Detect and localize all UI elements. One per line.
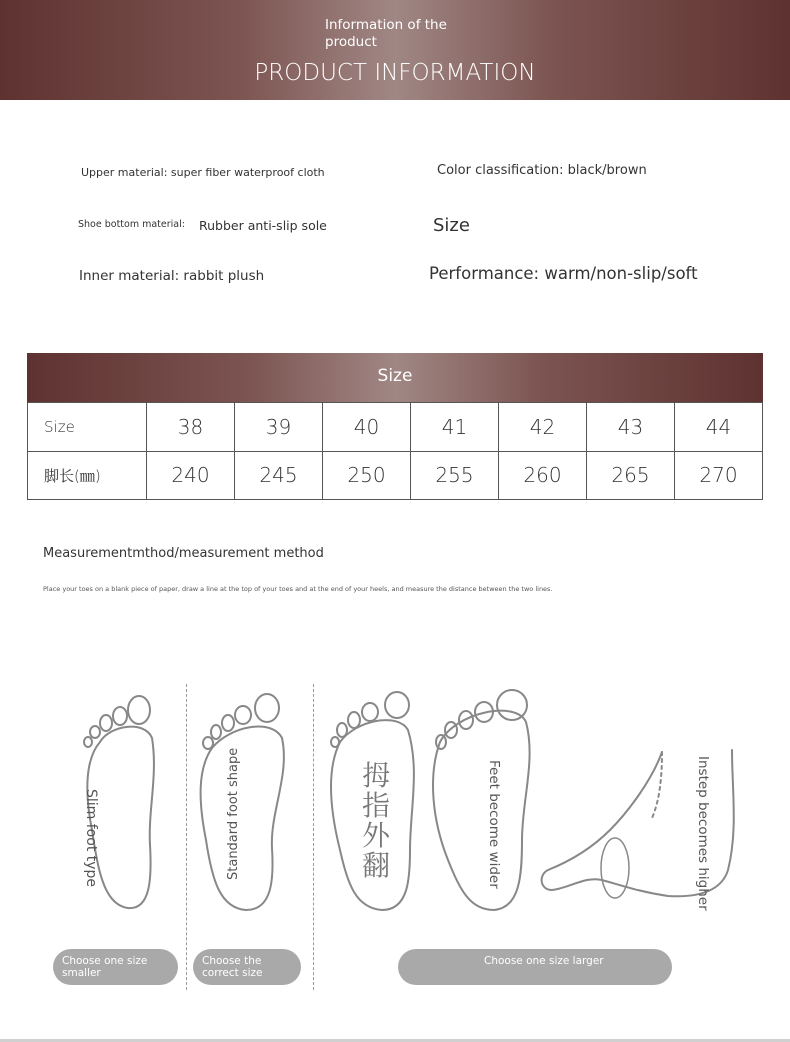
size-cell: 39 <box>235 403 323 452</box>
size-cell: 41 <box>411 403 499 452</box>
length-cell: 260 <box>499 451 587 500</box>
foot-illustrations <box>0 680 790 930</box>
choose-smaller-pill: Choose one size smaller <box>53 949 178 985</box>
method-title: Measurementmthod/measurement method <box>43 546 324 561</box>
size-table-heading: Size <box>27 353 763 403</box>
size-cell: 40 <box>323 403 411 452</box>
wide-foot-icon <box>433 690 530 910</box>
size-info-label: Size <box>433 215 470 236</box>
upper-material-text: Upper material: super fiber waterproof cloth <box>81 166 325 179</box>
inner-material-text: Inner material: rabbit plush <box>79 268 265 284</box>
performance-text: Performance: warm/non-slip/soft <box>429 264 698 283</box>
size-cell: 38 <box>147 403 235 452</box>
size-table <box>27 402 763 500</box>
banner-title: PRODUCT INFORMATION <box>254 60 536 86</box>
length-cell: 270 <box>675 451 763 500</box>
row-label-size: Size <box>28 403 147 452</box>
wide-foot-label: Feet become wider <box>486 760 502 889</box>
choose-larger-pill: Choose one size larger <box>398 949 672 985</box>
bottom-material-label: Shoe bottom material: <box>78 219 185 230</box>
color-classification-text: Color classification: black/brown <box>437 163 647 178</box>
length-cell: 250 <box>323 451 411 500</box>
size-cell: 43 <box>587 403 675 452</box>
bunion-foot-label: 拇指外翻 <box>362 759 391 882</box>
standard-foot-icon <box>201 694 284 910</box>
size-cell: 42 <box>499 403 587 452</box>
standard-foot-label: Standard foot shape <box>226 747 241 880</box>
length-cell: 240 <box>147 451 235 500</box>
length-cell: 245 <box>235 451 323 500</box>
bottom-material-value: Rubber anti-slip sole <box>199 218 327 233</box>
method-note: Place your toes on a blank piece of paper, draw a line at the top of your toes and at the end of your heels, and measure the distance between the two lines. <box>43 585 553 593</box>
slim-foot-label: Slim foot type <box>83 789 99 888</box>
size-cell: 44 <box>675 403 763 452</box>
length-cell: 255 <box>411 451 499 500</box>
length-cell: 265 <box>587 451 675 500</box>
instep-foot-label: Instep becomes higher <box>695 756 711 911</box>
banner-subtitle: Information of the product <box>325 17 447 50</box>
table-row <box>28 451 763 500</box>
row-label-foot-length: 脚长(㎜) <box>28 451 147 500</box>
table-row <box>28 403 763 452</box>
choose-correct-pill: Choose the correct size <box>193 949 301 985</box>
